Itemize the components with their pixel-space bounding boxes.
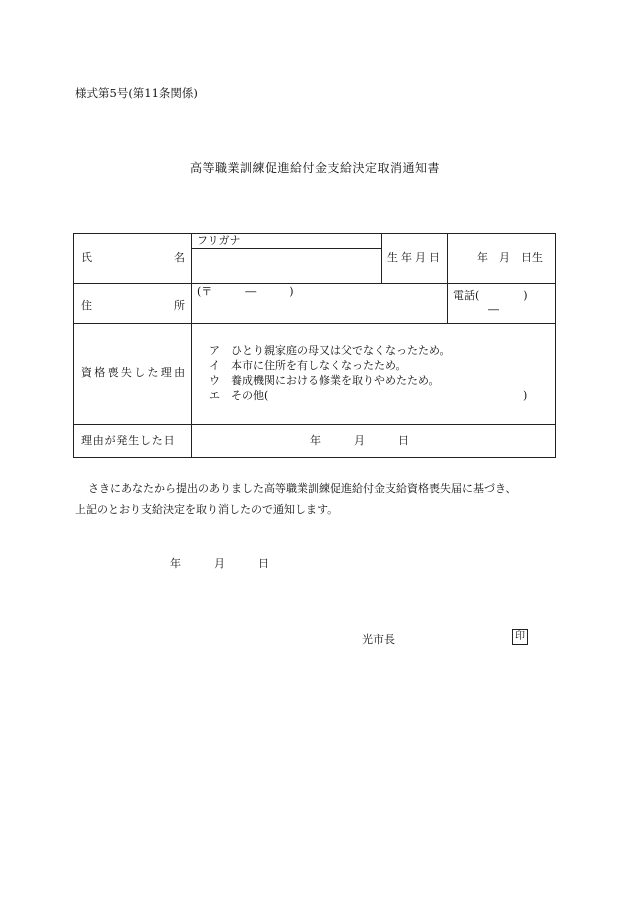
reason-b: イ 本市に住所を有しなくなったため。 <box>209 359 407 372</box>
occurrence-date-format: 年 月 日 <box>310 434 409 447</box>
reason-label: 資格喪失した理由 <box>81 366 188 379</box>
reason-a: ア ひとり親家庭の母又は父でなくなったため。 <box>209 344 451 357</box>
issuer-name: 光市長 <box>362 633 395 646</box>
row-divider-1 <box>73 283 556 284</box>
notice-body-line-2: 上記のとおり支給決定を取り消したので通知します。 <box>75 503 339 516</box>
address-label <box>81 299 185 313</box>
notice-table <box>73 233 556 458</box>
address-label-char-2: 所 <box>174 299 185 312</box>
document-title: 高等職業訓練促進給付金支給決定取消通知書 <box>189 161 440 175</box>
table-border-top <box>73 233 556 234</box>
seal-mark: 印 <box>512 629 528 645</box>
phone-label: 電話( ) <box>453 289 528 302</box>
reason-d: エ その他( <box>209 389 269 402</box>
table-border-bottom <box>73 457 556 458</box>
furigana-divider <box>191 248 381 249</box>
birth-value-divider <box>447 233 448 323</box>
name-label <box>81 251 185 265</box>
address-label-char-1: 住 <box>81 299 92 312</box>
notice-body-line-1: さきにあなたから提出のありました高等職業訓練促進給付金支給資格喪失届に基づき、 <box>88 482 517 495</box>
postal-code-format: (〒 ― ) <box>197 285 294 298</box>
phone-dash: ― <box>488 303 499 316</box>
occurrence-date-label: 理由が発生した日 <box>81 434 176 447</box>
form-number: 様式第5号(第11条関係) <box>75 86 198 100</box>
name-label-char-1: 氏 <box>81 251 92 264</box>
furigana-label: フリガナ <box>197 234 241 247</box>
birth-date-format: 年 月 日生 <box>477 251 543 264</box>
row-divider-3 <box>73 424 556 425</box>
label-column-divider <box>191 233 192 458</box>
name-label-char-2: 名 <box>174 251 185 264</box>
birth-label-divider <box>381 233 382 283</box>
reason-d-close: ) <box>523 389 528 402</box>
row-divider-2 <box>73 323 556 324</box>
reason-c: ウ 養成機関における修業を取りやめたため。 <box>209 374 440 387</box>
notice-date: 年 月 日 <box>170 557 269 570</box>
notice-body <box>75 478 555 520</box>
birth-date-label: 生年月日 <box>387 251 443 264</box>
